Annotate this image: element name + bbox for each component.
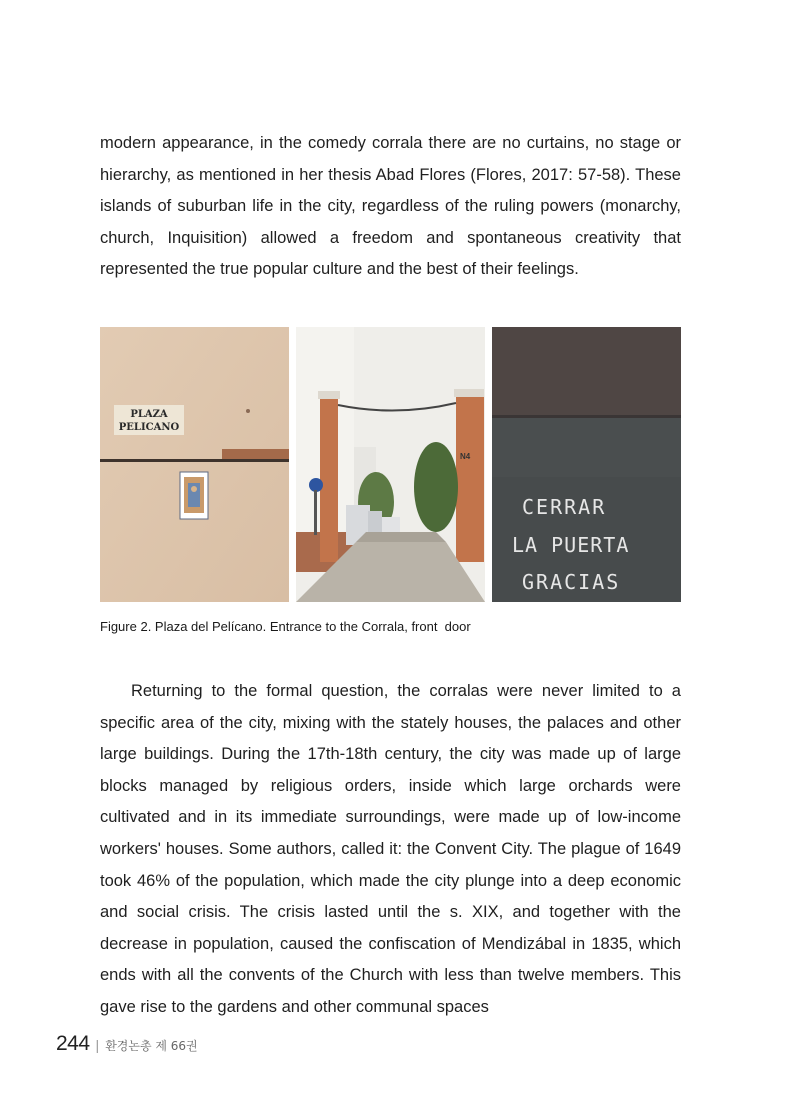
sign-text-line-2: PELICANO <box>118 422 180 433</box>
footer-separator: | <box>95 1037 100 1053</box>
photo-plaza-sign <box>100 327 289 602</box>
page-number: 244 <box>56 1032 90 1055</box>
body-paragraph-1: modern appearance, in the comedy corrala there are no curtains, no stage or hierarchy, as mentioned in her thesis Abad Flores (Flores, 2017: 57-58). These islands of suburban life in the city, regardless of the ruling powers (monarchy, church, Inquisition) allowed a freedom and spontaneous creativity that represented the true popular culture and the best of their feelings. <box>100 134 681 279</box>
photo-front-door-graffiti <box>492 327 681 602</box>
page-footer <box>56 1032 198 1056</box>
photo-corrala-entrance <box>296 327 485 602</box>
figure-caption: Figure 2. Plaza del Pelícano. Entrance to the Corrala, front door <box>100 619 471 634</box>
gate-number: N4 <box>460 452 471 461</box>
sign-text-line-1: PLAZA <box>130 409 168 420</box>
graffiti-line-1: CERRAR <box>522 495 607 519</box>
graffiti-line-3: GRACIAS <box>522 570 621 594</box>
journal-name: 환경논총 제 66권 <box>105 1039 198 1053</box>
figure-photos <box>100 327 681 602</box>
body-paragraph-2: Returning to the formal question, the corralas were never limited to a specific area of the city, mixing with the stately houses, the palaces and other large buildings. During the 17th-18th century, the city was made up of large blocks managed by religious orders, inside which large orchards were cultivated and in its immediate surroundings, were made up of low-income workers' houses. Some authors, called it: the Convent City. The plague of 1649 took 46% of the population, which made the city plunge into a deep economic and social crisis. The crisis lasted until the s. XIX, and together with the decrease in population, caused the confiscation of Mendizábal in 1835, which ends with all the convents of the Church with less than twelve members. This gave rise to the gardens and other communal spaces <box>100 682 681 1016</box>
graffiti-line-2: LA PUERTA <box>512 533 630 557</box>
